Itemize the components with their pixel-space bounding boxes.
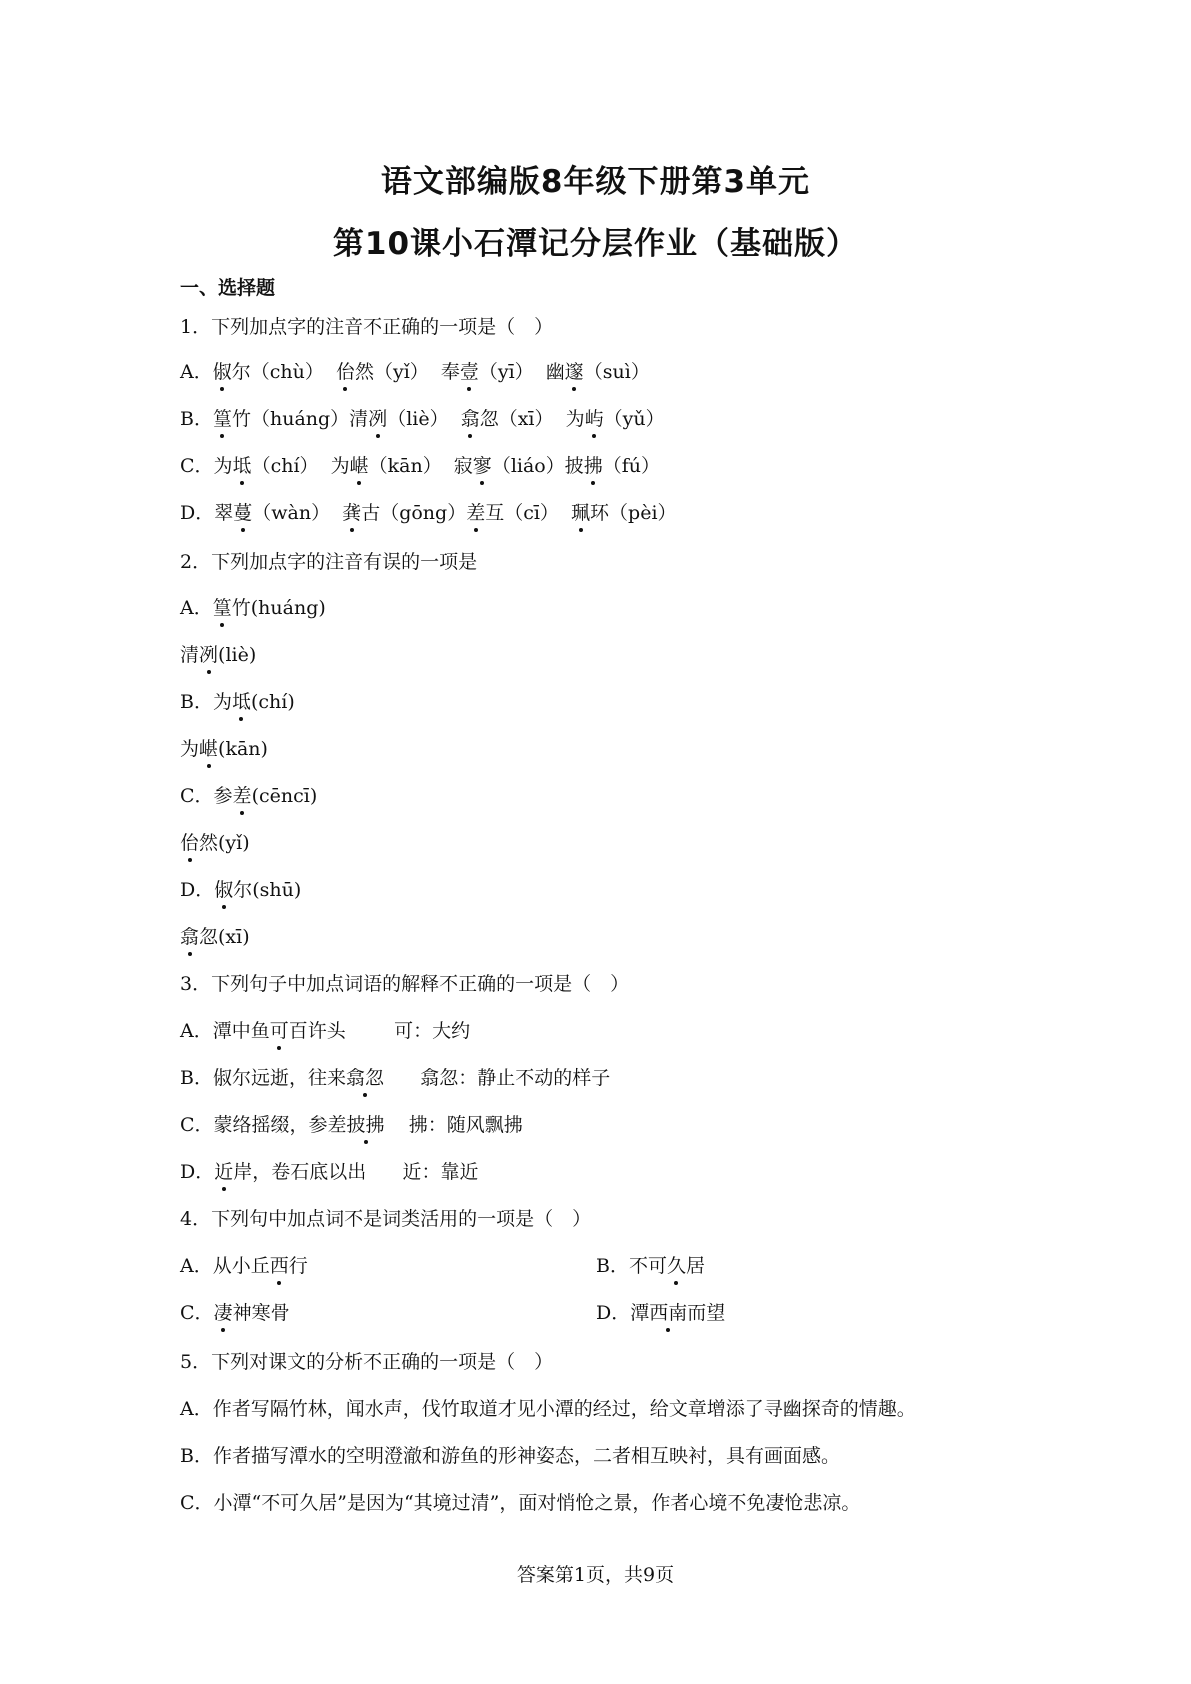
question-2-option-b-1: B．为坻(chí) [180,691,295,713]
question-3-option-a: A．潭中鱼可百许头 可：大约 [180,1020,471,1042]
question-4-stem: 4．下列句中加点词不是词类活用的一项是（ ） [180,1208,592,1230]
question-2-stem: 2．下列加点字的注音有误的一项是 [180,551,478,573]
question-2-option-a-1: A．篁竹(huáng) [180,597,326,619]
question-1-stem: 1．下列加点字的注音不正确的一项是（ ） [180,316,554,338]
question-1-option-c: C．为坻（chí） 为嵁（kān） 寂寥（liáo）披拂（fú） [180,455,661,477]
question-2-option-c-2: 佁然(yǐ) [180,832,250,854]
question-1-option-a: A．俶尔（chù） 佁然（yǐ） 奉壹（yī） 幽邃（suì） [180,361,650,383]
question-2-option-d-2: 翕忽(xī) [180,926,250,948]
question-3-stem: 3．下列句子中加点词语的解释不正确的一项是（ ） [180,973,630,995]
question-2-option-a-2: 清冽(liè) [180,644,257,666]
question-3-option-b: B．俶尔远逝，往来翕忽 翕忽：静止不动的样子 [180,1067,611,1089]
question-5-option-c: C．小潭“不可久居”是因为“其境过清”，面对悄怆之景，作者心境不免凄怆悲凉。 [180,1492,861,1514]
page-footer: 答案第1页，共9页 [516,1564,675,1586]
section-heading: 一、选择题 [180,277,276,299]
title-line-2: 第10课小石潭记分层作业（基础版） [332,226,859,262]
question-5-stem: 5．下列对课文的分析不正确的一项是（ ） [180,1351,554,1373]
question-1-option-d: D．翠蔓（wàn） 龚古（gōng）差互（cī） 珮环（pèi） [180,502,677,524]
question-2-option-c-1: C．参差(cēncī) [180,785,318,807]
title-line-1: 语文部编版8年级下册第3单元 [380,164,811,200]
question-4-option-b: B．不可久居 [596,1255,705,1277]
question-4-option-a: A．从小丘西行 [180,1255,308,1277]
question-3-option-d: D．近岸，卷石底以出 近：靠近 [180,1161,479,1183]
question-3-option-c: C．蒙络摇缀，参差披拂 拂：随风飘拂 [180,1114,523,1136]
question-4-option-d: D．潭西南而望 [596,1302,726,1324]
question-5-option-b: B．作者描写潭水的空明澄澈和游鱼的形神姿态，二者相互映衬，具有画面感。 [180,1445,840,1467]
question-2-option-b-2: 为嵁(kān) [180,738,268,760]
question-1-option-b: B．篁竹（huáng）清冽（liè） 翕忽（xī） 为屿（yǔ） [180,408,665,430]
question-5-option-a: A．作者写隔竹林，闻水声，伐竹取道才见小潭的经过，给文章增添了寻幽探奇的情趣。 [180,1398,916,1420]
question-4-option-c: C．凄神寒骨 [180,1302,290,1324]
question-2-option-d-1: D．俶尔(shū) [180,879,302,901]
